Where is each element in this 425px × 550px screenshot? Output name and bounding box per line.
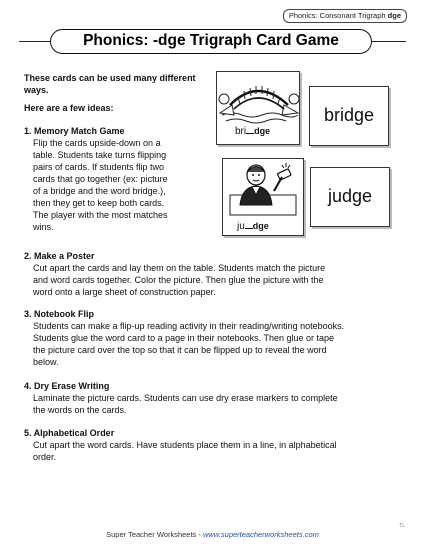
- footer-brand: Super Teacher Worksheets -: [106, 530, 203, 539]
- intro-text: These cards can be used many different ways.: [24, 73, 196, 95]
- bridge-picture-card: [216, 71, 300, 145]
- idea-make-poster: [24, 250, 325, 298]
- idea-alphabetical-order: [24, 427, 337, 463]
- idea-line: order.: [33, 452, 57, 462]
- judge-word: judge: [327, 186, 373, 206]
- topic-focus: dge: [387, 11, 401, 20]
- idea-line: The player with the most matches: [33, 210, 168, 220]
- idea-line: Students glue the word card to a page in their notebooks. Then glue or tape: [33, 333, 335, 343]
- idea-heading: 4. Dry Erase Writing: [24, 381, 110, 391]
- idea-memory-match: [24, 125, 168, 233]
- idea-notebook-flip: [24, 308, 344, 368]
- idea-heading: 3. Notebook Flip: [24, 309, 95, 319]
- idea-line: Cut apart the cards and lay them on the table. Students match the picture: [33, 263, 326, 273]
- idea-line: below.: [33, 357, 59, 367]
- bridge-trigraph: dge: [254, 126, 271, 136]
- idea-line: Laminate the picture cards. Students can use dry erase markers to complete: [33, 393, 338, 403]
- page-title: Phonics: -dge Trigraph Card Game: [50, 29, 372, 54]
- footer-url[interactable]: www.superteacherworksheets.com: [202, 530, 319, 539]
- idea-line: wins.: [33, 222, 54, 232]
- idea-line: the words on the cards.: [33, 405, 127, 415]
- topic-tag: [283, 9, 407, 23]
- judge-partial-label: [237, 221, 269, 232]
- bridge-word-card: [309, 86, 389, 146]
- idea-line: and word cards together. Color the picture. Then glue the picture with the: [33, 275, 324, 285]
- idea-line: Flip the cards upside-down on a: [33, 138, 161, 148]
- topic-prefix: Phonics: Consonant Trigraph: [288, 11, 386, 20]
- idea-line: Students can make a flip-up reading activity in their reading/writing notebooks.: [33, 321, 345, 331]
- judge-picture-card: [222, 158, 304, 236]
- blank-line: [245, 228, 253, 229]
- idea-dry-erase: [24, 380, 338, 416]
- idea-line: then they get to keep both cards.: [33, 198, 165, 208]
- idea-line: pairs of cards. If students flip two: [33, 162, 165, 172]
- idea-heading: 1. Memory Match Game: [24, 126, 125, 136]
- idea-line: of a bridge and the word bridge.),: [33, 186, 166, 196]
- judge-word-card: [310, 167, 390, 227]
- idea-line: word onto a large sheet of construction paper.: [33, 287, 216, 297]
- bridge-partial-letters: bri: [235, 126, 247, 137]
- footer: [0, 530, 425, 539]
- idea-line: Cut apart the word cards. Have students place them in a line, in alphabetical: [33, 440, 337, 450]
- bridge-word: bridge: [323, 105, 375, 125]
- idea-line: cards that go together (ex: picture: [33, 174, 168, 184]
- judge-partial-letters: ju: [237, 221, 245, 232]
- judge-illustration: [224, 161, 304, 217]
- bridge-partial-label: [235, 126, 270, 137]
- idea-line: the picture card over the top so that it can be flipped up to reveal the word: [33, 345, 327, 355]
- bridge-illustration: [218, 75, 300, 127]
- page-code: TL: [399, 523, 405, 529]
- idea-heading: 2. Make a Poster: [24, 251, 95, 261]
- idea-line: table. Students take turns flipping: [33, 150, 167, 160]
- idea-heading: 5. Alphabetical Order: [24, 428, 115, 438]
- judge-trigraph: dge: [252, 221, 269, 231]
- intro-subtext: Here are a few ideas:: [24, 103, 114, 113]
- blank-line: [246, 133, 254, 134]
